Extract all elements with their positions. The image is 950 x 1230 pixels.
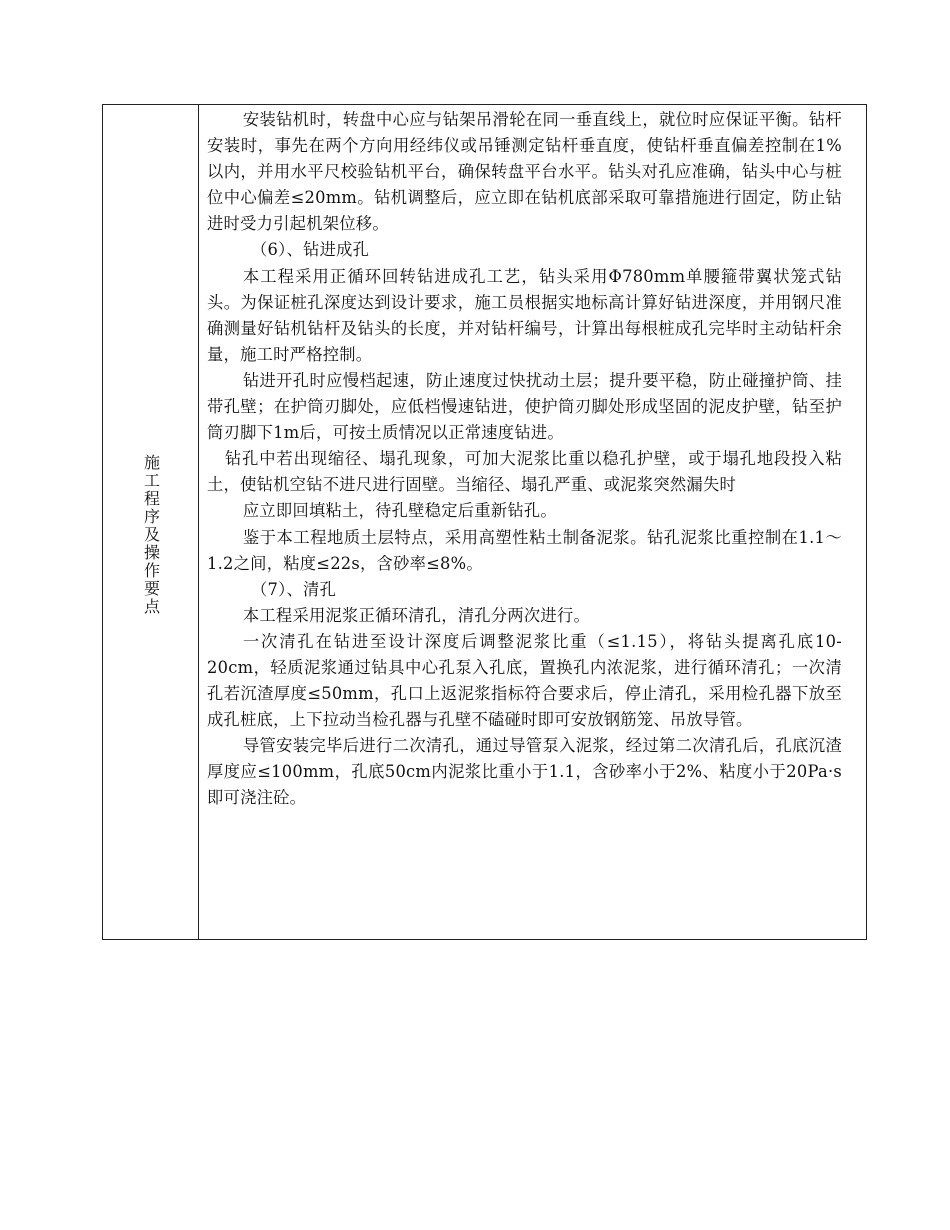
section-label: 施工程序及操作要点	[141, 454, 161, 616]
paragraph-mud-preparation: 鉴于本工程地质土层特点，采用高塑性粘土制备泥浆。钻孔泥浆比重控制在1.1～1.2之间，粘度≤22s，含砂率≤8%。	[207, 527, 842, 573]
heading-drilling: （6）、钻进成孔	[251, 240, 370, 260]
paragraph-rig-installation: 安装钻机时，转盘中心应与钻架吊滑轮在同一垂直线上，就位时应保证平衡。钻杆安装时，事先在两个方向用经纬仪或吊锤测定钻杆垂直度，使钻杆垂直偏差控制在1%以内，并用水平尺校验钻机平台，确保转盘平台水平。钻头对孔应准确，钻头中心与桩位中心偏差≤20mm。钻机调整后，应立即在钻机底部采取可靠措施进行固定，防止钻进时受力引起机架位移。	[207, 110, 842, 234]
paragraph-hole-collapse: 钻孔中若出现缩径、塌孔现象，可加大泥浆比重以稳孔护壁，或于塌孔地段投入粘土，使钻机空钻不进尺进行固壁。当缩径、塌孔严重、或泥浆突然漏失时	[207, 449, 842, 495]
paragraph-drilling-process: 本工程采用正循环回转钻进成孔工艺，钻头采用Φ780mm单腰箍带翼状笼式钻头。为保证桩孔深度达到设计要求，施工员根据实地标高计算好钻进深度，并用钢尺准确测量好钻机钻杆及钻头的长度，并对钻杆编号，计算出每根桩成孔完毕时主动钻杆余量，施工时严格控制。	[207, 266, 842, 364]
paragraph-cleaning-method: 本工程采用泥浆正循环清孔，清孔分两次进行。	[242, 605, 591, 625]
paragraph-second-cleaning: 导管安装完毕后进行二次清孔，通过导管泵入泥浆，经过第二次清孔后，孔底沉渣厚度应≤100mm，孔底50cm内泥浆比重小于1.1，含砂率小于2%、粘度小于20Pa·s即可浇注砼。	[207, 736, 842, 808]
paragraph-backfill: 应立即回填粘土，待孔壁稳定后重新钻孔。	[242, 501, 557, 521]
paragraph-first-cleaning: 一次清孔在钻进至设计深度后调整泥浆比重（≤1.15），将钻头提离孔底10-20cm，轻质泥浆通过钻具中心孔泵入孔底，置换孔内浓泥浆，进行循环清孔；一次清孔若沉渣厚度≤50mm，孔口上返泥浆指标符合要求后，停止清孔，采用检孔器下放至成孔桩底，上下拉动当检孔器与孔壁不磕碰时即可安放钢筋笼、吊放导管。	[207, 631, 842, 730]
heading-hole-cleaning: （7）、清孔	[251, 579, 337, 599]
procedure-content-cell	[199, 105, 866, 939]
section-label-cell	[103, 105, 199, 939]
paragraph-drilling-start: 钻进开孔时应慢档起速，防止速度过快扰动土层；提升要平稳，防止碰撞护筒、挂带孔壁；在护筒刃脚处，应低档慢速钻进，使护筒刃脚处形成坚固的泥皮护壁，钻至护筒刃脚下1m后，可按土质情况以正常速度钻进。	[207, 370, 842, 443]
procedure-table	[102, 104, 867, 940]
